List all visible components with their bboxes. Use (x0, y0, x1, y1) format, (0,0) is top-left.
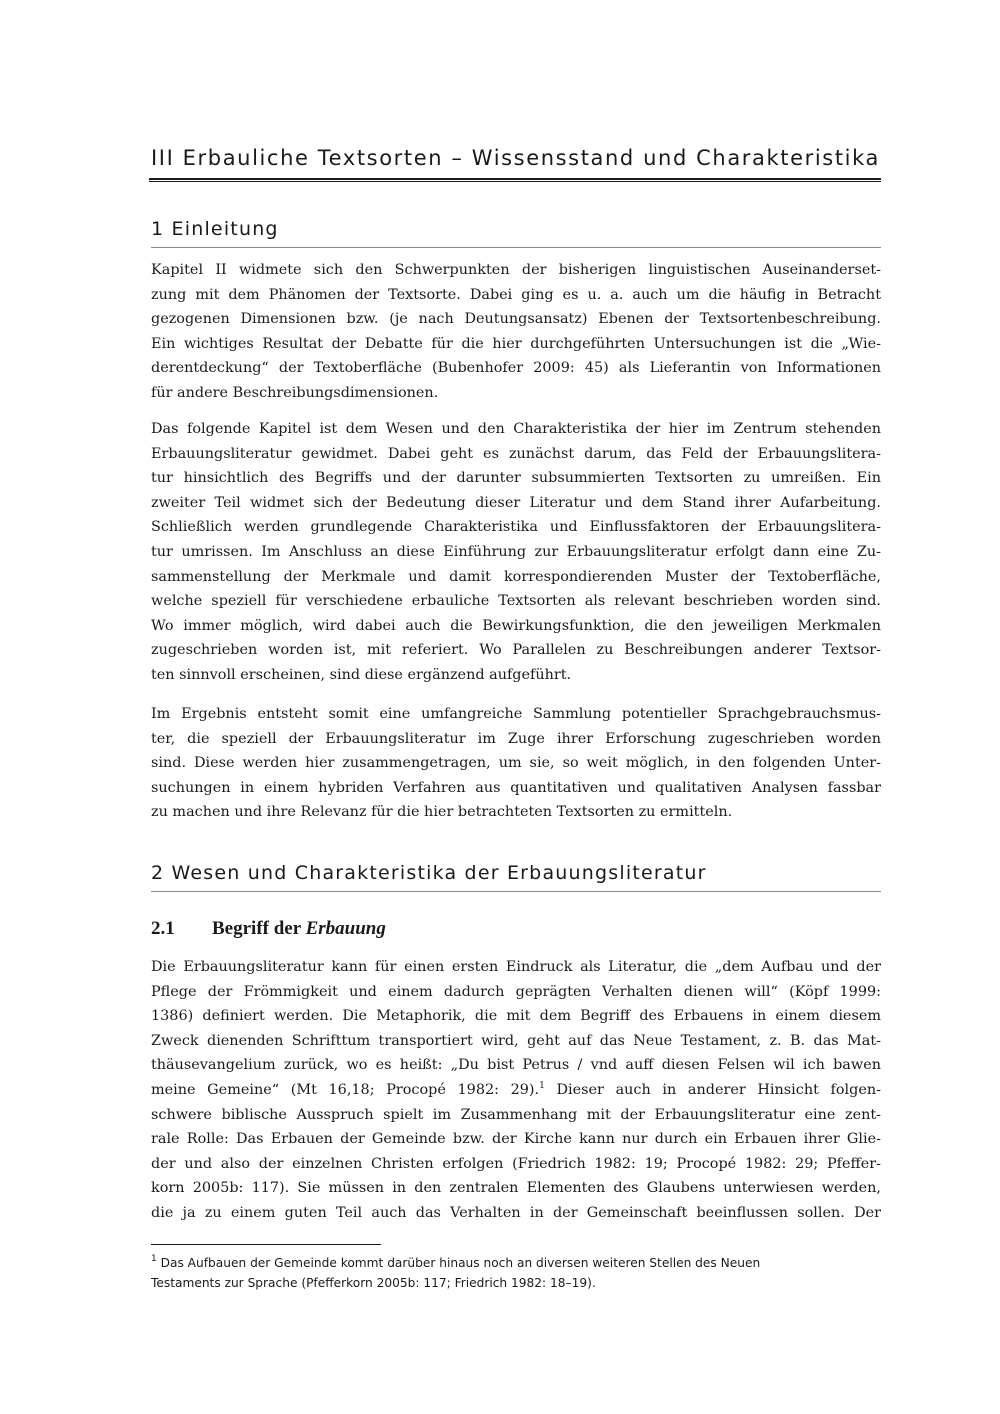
text-line: ter, die speziell der Erbauungsliteratur im Zuge ihrer Erforschung zugeschrieben worden (151, 730, 881, 747)
text-line: suchungen in einem hybriden Verfahren aus quantitativen und qualitativen Analysen fassbar (151, 779, 881, 796)
footnote-mark: 1 (151, 1254, 157, 1264)
text-line: zu machen und ihre Relevanz für die hier betrachteten Textsorten zu ermitteln. (151, 804, 733, 821)
footnote-line (151, 1254, 881, 1274)
text-segment: meine Gemeine“ (Mt 16,18; Procopé 1982: 29). (151, 1081, 540, 1098)
chapter-rule (149, 178, 881, 182)
text-line: Die Erbauungsliteratur kann für einen ersten Eindruck als Literatur, die „dem Aufbau und der (151, 959, 881, 975)
section-title-einleitung: 1 Einleitung (151, 218, 279, 240)
text-line: für andere Beschreibungsdimensionen. (151, 384, 439, 401)
text-line: Das folgende Kapitel ist dem Wesen und den Charakteristika der hier im Zentrum stehenden (151, 421, 881, 437)
text-line: Zweck dienenden Schrifttum transportiert wird, geht auf das Neue Testament, z. B. das Mat- (151, 1032, 881, 1049)
text-line: schwere biblische Ausspruch spielt im Zusammenhang mit der Erbauungsliteratur eine zent- (151, 1106, 881, 1123)
text-line: welche speziell für verschiedene erbauliche Textsorten als relevant beschrieben worden sind. (151, 593, 881, 610)
subsection-number: 2.1 (151, 918, 175, 939)
text-line: sind. Diese werden hier zusammengetragen, um sie, so weit möglich, in den folgenden Unter- (151, 755, 881, 772)
text-line: derentdeckung“ der Textoberfläche (Bubenhofer 2009: 45) als Lieferantin von Informationen (151, 360, 881, 377)
subsection-title (151, 918, 386, 940)
section-rule (151, 891, 881, 892)
text-segment: Das Aufbauen der Gemeinde kommt darüber hinaus noch an diversen weiteren Stellen des Neuen (156, 1256, 761, 1270)
text-line: zung mit dem Phänomen der Textsorte. Dabei ging es u. a. auch um die häufig in Betracht (151, 286, 881, 303)
text-line: zugeschrieben worden ist, mit referiert. Wo Parallelen zu Beschreibungen anderer Textsor- (151, 642, 881, 659)
text-line: tur hinsichtlich des Begriffs und der darunter subsummierten Textsorten zu umreißen. Ein (151, 470, 881, 487)
text-line: Erbauungsliteratur gewidmet. Dabei geht es zunächst darum, das Feld der Erbauungslitera- (151, 445, 881, 462)
footnote-reference[interactable]: 1 (539, 1080, 545, 1091)
text-segment: Dieser auch in anderer Hinsicht folgen- (544, 1081, 881, 1098)
text-line: der und also der einzelnen Christen erfolgen (Friedrich 1982: 19; Procopé 1982: 29; Pfeffer- (151, 1155, 881, 1172)
text-line: korn 2005b: 117). Sie müssen in den zentralen Elementen des Glaubens unterwiesen werden, (151, 1180, 881, 1197)
chapter-title: III Erbauliche Textsorten – Wissensstand und Charakteristika (151, 146, 880, 170)
paragraph-4 (151, 955, 881, 1226)
subsection-title-text: Begriff der (212, 918, 301, 939)
text-line: Wo immer möglich, wird dabei auch die Bewirkungsfunktion, die den jeweiligen Merkmalen (151, 617, 881, 634)
text-line: die ja zu einem guten Teil auch das Verhalten in der Gemeinschaft beeinflussen sollen. Der (151, 1204, 881, 1221)
text-line: Pflege der Frömmigkeit und einem dadurch geprägten Verhalten dienen will“ (Köpf 1999: (151, 983, 881, 1000)
footnote-line: Testaments zur Sprache (Pfefferkorn 2005b: 117; Friedrich 1982: 18–19). (151, 1275, 596, 1290)
text-line: sammenstellung der Merkmale und damit korrespondierenden Muster der Textoberfläche, (151, 568, 881, 585)
text-line: thäusevangelium zurück, wo es heißt: „Du bist Petrus / vnd auff diesen Felsen wil ich bawen (151, 1057, 881, 1074)
text-line: gezogenen Dimensionen bzw. (je nach Deutungsansatz) Ebenen der Textsortenbeschreibung. (151, 311, 881, 328)
text-line: Ein wichtiges Resultat der Debatte für die hier durchgeführten Untersuchungen ist die „Wie- (151, 335, 881, 352)
section-rule (151, 247, 881, 248)
paragraph-1 (151, 258, 881, 406)
text-line: Im Ergebnis entsteht somit eine umfangreiche Sammlung potentieller Sprachgebrauchsmus- (151, 706, 881, 722)
footnote-rule (151, 1244, 381, 1245)
text-line: rale Rolle: Das Erbauen der Gemeinde bzw. der Kirche kann nur durch ein Erbauen ihrer Glie- (151, 1131, 881, 1148)
paragraph-2 (151, 417, 881, 688)
text-line: Schließlich werden grundlegende Charakteristika und Einflussfaktoren der Erbauungslitera- (151, 519, 881, 536)
text-line: zweiter Teil widmet sich der Bedeutung dieser Literatur und dem Stand ihrer Aufarbeitung. (151, 494, 881, 511)
text-line: Kapitel II widmete sich den Schwerpunkten der bisherigen linguistischen Auseinanderset- (151, 262, 881, 278)
paragraph-3 (151, 702, 881, 825)
text-line-with-note (151, 1078, 881, 1103)
text-line: ten sinnvoll erscheinen, sind diese ergänzend aufgeführt. (151, 666, 572, 683)
text-line: 1386) definiert werden. Die Metaphorik, die mit dem Begriff des Erbauens in einem diesem (151, 1008, 881, 1025)
text-line: tur umrissen. Im Anschluss an diese Einführung zur Erbauungsliteratur erfolgt dann eine Zu- (151, 543, 881, 560)
section-title-wesen: 2 Wesen und Charakteristika der Erbauungsliteratur (151, 862, 707, 884)
footnote (151, 1254, 881, 1293)
subsection-title-emphasis: Erbauung (305, 918, 386, 939)
